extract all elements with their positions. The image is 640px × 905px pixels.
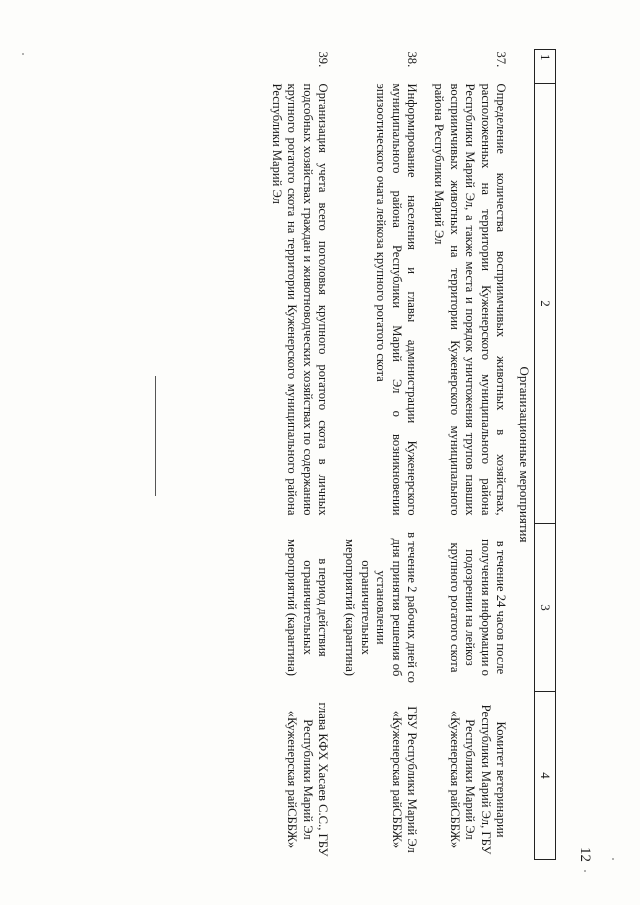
- row-description: Определение количества восприимчивых животных в хозяйствах, расположенных на территории Куженерского муниципального района Республики Марий Эл, а также места и порядок уничтожения трупов павших восприимчивых животных на территории Куженерского муниципального района Республики Марий Эл: [432, 83, 508, 516]
- scan-speck: [584, 870, 586, 872]
- column-header: 3: [535, 524, 556, 692]
- row-number: 39.: [315, 51, 330, 68]
- row-responsible: глава КФХ Хасаев С.С., ГБУ Республики Марий Эл «Куженерская райСББЖ»: [285, 702, 330, 857]
- row-number: 38.: [404, 51, 419, 68]
- table-row: [330, 50, 419, 860]
- row-number: 37.: [494, 51, 508, 68]
- table-row: [256, 50, 330, 860]
- column-header: 4: [535, 692, 556, 860]
- column-header: 1: [535, 50, 556, 84]
- scan-speck: [22, 53, 24, 55]
- section-title: Организационные мероприятия: [517, 366, 532, 543]
- row-description: Организация учета всего поголовья крупного рогатого скота в личных подсобных хозяйствах граждан и животноводческих хозяйствах по содержанию крупного рогатого скота на территории Куженерского муниципального района Республики Марий Эл: [269, 83, 330, 516]
- row-responsible: ГБУ Республики Марий Эл «Куженерская райСББЖ»: [389, 706, 419, 853]
- row-deadline: в течение 2 рабочих дней со дня принятия решения об установлении ограничительных мероприятий (карантина): [343, 532, 419, 683]
- end-rule: [155, 376, 156, 496]
- row-deadline: в течение 24 часов после получения информации о подозрении на лейкоз крупного рогатого скота: [447, 539, 508, 676]
- table-header-row: [535, 50, 556, 860]
- column-header: 2: [535, 84, 556, 524]
- rotated-table-block: [24, 49, 556, 859]
- section-row: [508, 50, 535, 860]
- row-deadline: в период действия ограничительных мероприятий (карантина): [285, 539, 330, 676]
- row-responsible: Комитет ветеринарии Республики Марий Эл, ГБУ Республики Марий Эл «Куженерская райСББЖ»: [447, 704, 508, 855]
- measures-table: [256, 49, 556, 860]
- table-row: [419, 50, 508, 860]
- scan-speck: [612, 858, 614, 860]
- row-description: Информирование населения и главы администрации Куженерского муниципального района Республики Марий Эл о возникновении эпизоотического очага лейкоза крупного рогатого скота: [374, 83, 419, 516]
- page-number: 12: [577, 847, 593, 862]
